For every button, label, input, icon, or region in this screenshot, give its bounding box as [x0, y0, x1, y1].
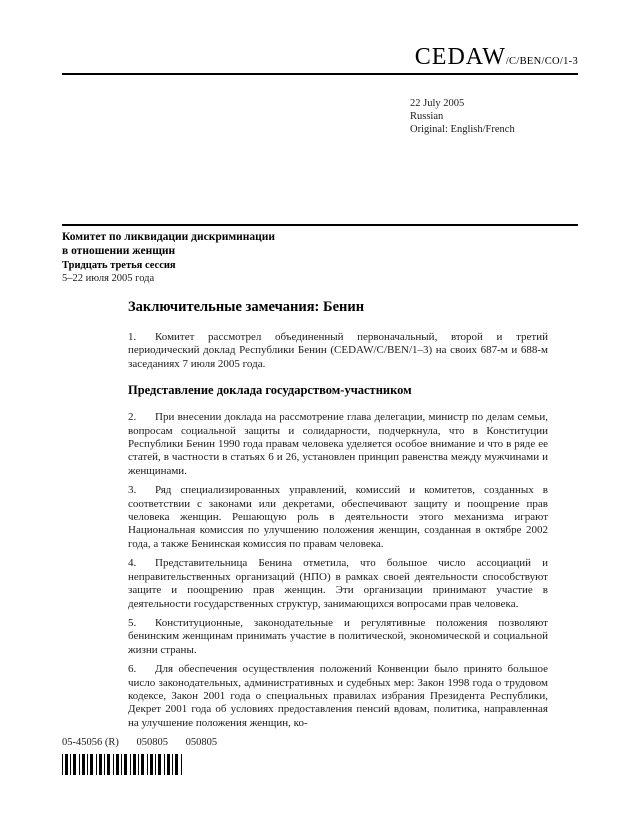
- session-dates: 5–22 июля 2005 года: [62, 273, 155, 284]
- paragraph-2-text: При внесении доклада на рассмотрение глава делегации, министр по делам семьи, вопросам социальной защиты и солидарности, подчеркнула, что в Конституции Республики Бенин 1990 года правам человека уделяется особое внимание и что в ряде ее статей, в частности в статьях 6 и 26, установлен принцип равенства между мужчинами и женщинами.: [128, 411, 548, 477]
- document-symbol-header: [62, 44, 578, 75]
- footer-date-stamp-1: 050805: [136, 737, 168, 748]
- paragraph-5: [128, 617, 548, 657]
- paragraph-2: [128, 411, 548, 478]
- language-label: Russian: [410, 111, 444, 122]
- original-language-label: Original: English/French: [410, 124, 515, 135]
- paragraph-5-text: Конституционные, законодательные и регулятивные положения позволяют бенинским женщинам принимать участие в политической, экономической и социальной жизни страны.: [128, 616, 548, 656]
- paragraph-6-text: Для обеспечения осуществления положений Конвенции было принято большое число законодательных, административных и судебных мер: Закон 1998 года о трудовом кодексе, Закон 2001 года о специальных правилах избрания Президента Республики, Декрет 2001 года об условиях предоставления пенсий вдовам, политика, направленная на улучшение положения женщин, ко-: [128, 663, 548, 729]
- document-symbol-suffix: /C/BEN/CO/1-3: [505, 56, 578, 67]
- paragraph-1: [128, 331, 548, 371]
- paragraph-6: [128, 663, 548, 730]
- paragraph-5-number: 5.: [128, 616, 137, 629]
- paragraph-4: [128, 557, 548, 611]
- session-title: Тридцать третья сессия: [62, 260, 176, 271]
- committee-name-line1: Комитет по ликвидации дискриминации: [62, 231, 276, 243]
- paragraph-3-text: Ряд специализированных управлений, комиссий и комитетов, созданных в соответствии с законами или декретами, обеспечивают защиту и поощрение прав человека женщин. Решающую роль в деятельности этого механизма играют Национальная комиссия по улучшению положения женщин, созданная в октябре 2002 года, а также Бенинская комиссия по правам человека.: [128, 484, 548, 550]
- committee-block: [62, 230, 275, 285]
- paragraph-3: [128, 484, 548, 551]
- paragraph-3-number: 3.: [128, 484, 137, 497]
- document-body: [128, 299, 548, 736]
- issue-date: 22 July 2005: [410, 98, 465, 109]
- section-heading: Представление доклада государством-участником: [128, 383, 412, 398]
- footer-job-number: 05-45056 (R): [62, 737, 119, 748]
- paragraph-6-number: 6.: [128, 663, 137, 676]
- document-meta-block: [410, 97, 515, 136]
- separator-rule: [62, 224, 578, 226]
- paragraph-1-text: Комитет рассмотрел объединенный первоначальный, второй и третий периодический доклад Республики Бенин (CEDAW/C/BEN/1–3) на своих 687-м и 688-м заседаниях 7 июля 2005 года.: [128, 331, 548, 370]
- document-title: Заключительные замечания: Бенин: [128, 299, 365, 315]
- footer-reference-line: [62, 737, 217, 748]
- paragraph-1-number: 1.: [128, 331, 137, 343]
- committee-name-line2: в отношении женщин: [62, 245, 176, 257]
- paragraph-4-number: 4.: [128, 557, 137, 570]
- footer-date-stamp-2: 050805: [185, 737, 218, 748]
- barcode: [62, 754, 184, 775]
- document-symbol: CEDAW: [414, 44, 506, 70]
- paragraph-4-text: Представительница Бенина отметила, что большое число ассоциаций и неправительственных организаций (НПО) в рамках своей деятельности способствуют защите и поощрению прав женщин. Эти организации принимают участие в деятельности государственных структур, занимающихся вопросами прав человека.: [128, 557, 548, 610]
- paragraph-2-number: 2.: [128, 411, 137, 424]
